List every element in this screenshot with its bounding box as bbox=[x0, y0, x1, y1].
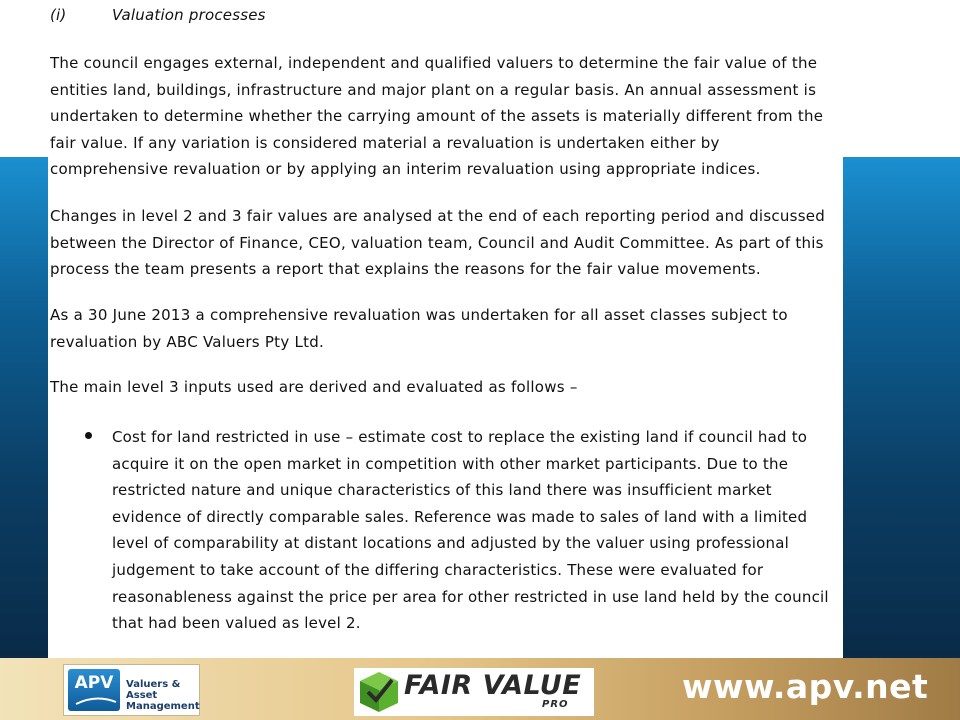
right-blue-band bbox=[843, 157, 960, 663]
fair-value-pro-logo bbox=[354, 668, 594, 716]
apv-logo bbox=[63, 664, 200, 716]
paragraph-level-changes: Changes in level 2 and 3 fair values are analysed at the end of each reporting period and discussed between the Director of Finance, CEO, valuation team, Council and Audit Committee. As part of this process the team presents a report that explains the reasons for the fair value movements. bbox=[50, 207, 826, 278]
cube-check-icon bbox=[358, 670, 400, 714]
paragraph-valuation-engagement: The council engages external, independent and qualified valuers to determine the fair value of the entities land, buildings, infrastructure and major plant on a regular basis. An annual assessment is undertaken to determine whether the carrying amount of the assets is materially different from the fair value. If any variation is considered material a revaluation is undertaken either by comprehensive revaluation or by applying an interim revaluation using appropriate indices. bbox=[50, 54, 824, 178]
apv-tagline-line2: Management bbox=[126, 701, 200, 712]
paragraph-level3-intro: The main level 3 inputs used are derived and evaluated as follows – bbox=[50, 378, 578, 396]
apv-logo-badge bbox=[68, 669, 120, 711]
swoosh-icon bbox=[74, 696, 118, 706]
apv-logo-tagline bbox=[126, 679, 198, 712]
bullet-item-land-cost: Cost for land restricted in use – estimate cost to replace the existing land if council had to acquire it on the open market in competition with other market participants. Due to the restricted nature and unique characteristics of this land there was insufficient market evidence of directly comparable sales. Reference was made to sales of land with a limited level of comparability at distant locations and adjusted by the valuer using professional judgement to take account of the differing characteristics. These were evaluated for reasonableness against the price per area for other restricted in use land held by the council that had been valued as level 2. bbox=[112, 428, 829, 633]
apv-tagline-line1: Valuers & Asset bbox=[126, 679, 181, 701]
bullet-dot bbox=[85, 432, 92, 439]
apv-logo-letters: APV bbox=[74, 673, 114, 693]
fvp-logo-word: FAIR VALUE bbox=[404, 670, 582, 701]
website-url: www.apv.net bbox=[682, 667, 929, 706]
section-number: (i) bbox=[50, 6, 67, 24]
left-blue-band bbox=[0, 157, 48, 663]
section-heading bbox=[50, 6, 266, 24]
paragraph-revaluation-date: As a 30 June 2013 a comprehensive revaluation was undertaken for all asset classes subject to revaluation by ABC Valuers Pty Ltd. bbox=[50, 306, 788, 351]
section-title: Valuation processes bbox=[112, 6, 266, 24]
fvp-logo-sub: PRO bbox=[542, 699, 569, 710]
